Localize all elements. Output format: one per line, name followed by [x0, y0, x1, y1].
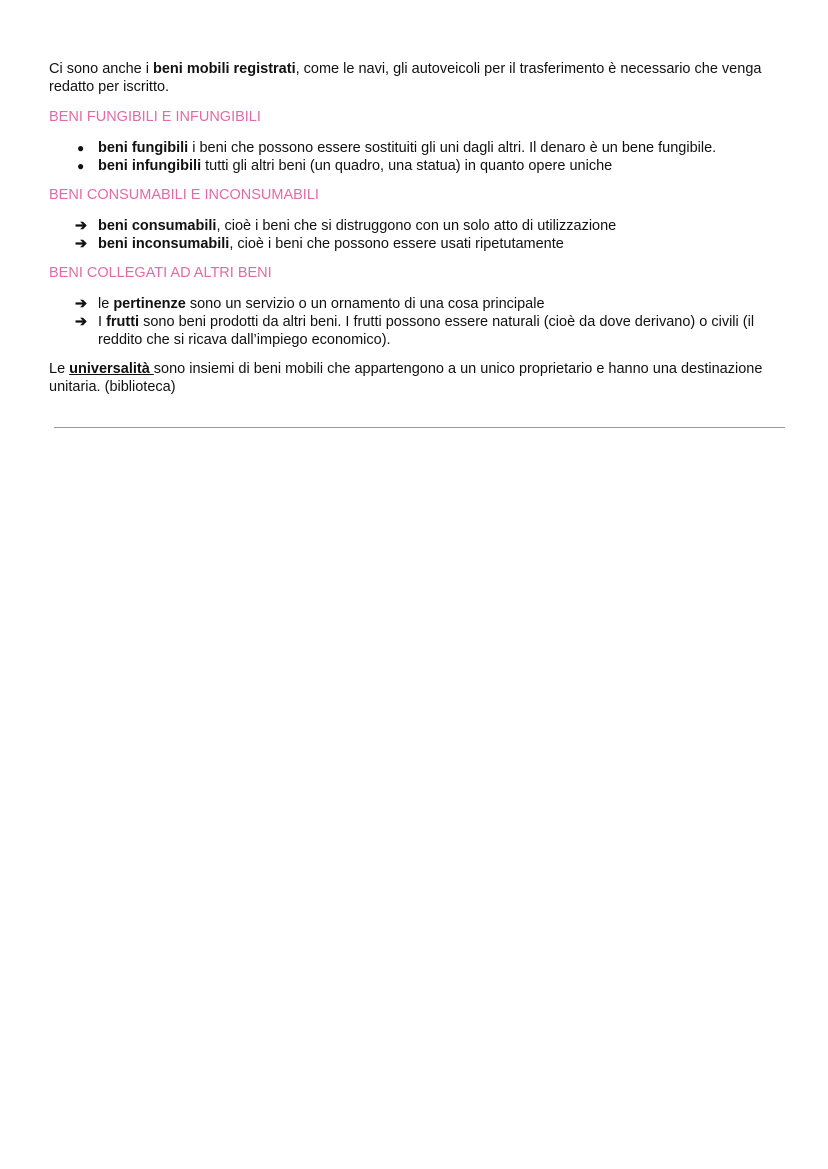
bullet-icon: ● [77, 159, 85, 173]
term-bold: pertinenze [113, 296, 186, 312]
item-text: sono un servizio o un ornamento di una cosa principale [185, 296, 545, 312]
closing-text-pre: Le [49, 361, 70, 377]
intro-term-bold: beni mobili registrati [152, 61, 296, 77]
arrow-right-icon: ➔ [75, 236, 88, 252]
term-bold: beni consumabili [98, 218, 217, 234]
horizontal-divider [54, 427, 785, 428]
term-bold: frutti [106, 314, 140, 330]
list-fungibili [49, 139, 779, 175]
intro-text-pre: Ci sono anche i [49, 61, 153, 77]
item-text: , cioè i beni che si distruggono con un solo atto di utilizzazione [216, 218, 617, 234]
term-bold: beni infungibili [98, 158, 202, 174]
item-text-pre: I [98, 314, 107, 330]
list-consumabili [49, 217, 779, 253]
list-item [49, 217, 779, 235]
intro-paragraph [49, 60, 779, 96]
list-item [49, 157, 779, 175]
item-text: , cioè i beni che possono essere usati ripetutamente [229, 236, 564, 252]
list-item [49, 139, 779, 157]
section-title-fungibili: BENI FUNGIBILI E INFUNGIBILI [49, 109, 261, 125]
term-bold: beni inconsumabili [98, 236, 230, 252]
item-text: tutti gli altri beni (un quadro, una statua) in quanto opere uniche [201, 158, 613, 174]
arrow-right-icon: ➔ [75, 314, 88, 330]
item-text: i beni che possono essere sostituiti gli uni dagli altri. Il denaro è un bene fungibile. [188, 140, 717, 156]
closing-term-underlined: universalità [69, 361, 154, 377]
section-title-consumabili: BENI CONSUMABILI E INCONSUMABILI [49, 187, 319, 203]
list-item [49, 235, 779, 253]
term-bold: beni fungibili [98, 140, 189, 156]
list-item [49, 313, 779, 349]
list-item [49, 295, 779, 313]
item-text-pre: le [98, 296, 114, 312]
document-page [49, 60, 779, 408]
list-collegati [49, 295, 779, 349]
arrow-right-icon: ➔ [75, 296, 88, 312]
item-text: sono beni prodotti da altri beni. I frutti possono essere naturali (cioè da dove derivano) o civili (il reddito che si ricava dall’impiego economico). [98, 314, 755, 348]
closing-text-post: sono insiemi di beni mobili che appartengono a un unico proprietario e hanno una destinazione unitaria. (biblioteca) [49, 361, 763, 395]
intro-text-post: , come le navi, gli autoveicoli per il trasferimento è necessario che venga redatto per iscritto. [49, 61, 762, 95]
bullet-icon: ● [77, 141, 85, 155]
closing-paragraph [49, 360, 779, 396]
section-title-collegati: BENI COLLEGATI AD ALTRI BENI [49, 265, 272, 281]
arrow-right-icon: ➔ [75, 218, 88, 234]
